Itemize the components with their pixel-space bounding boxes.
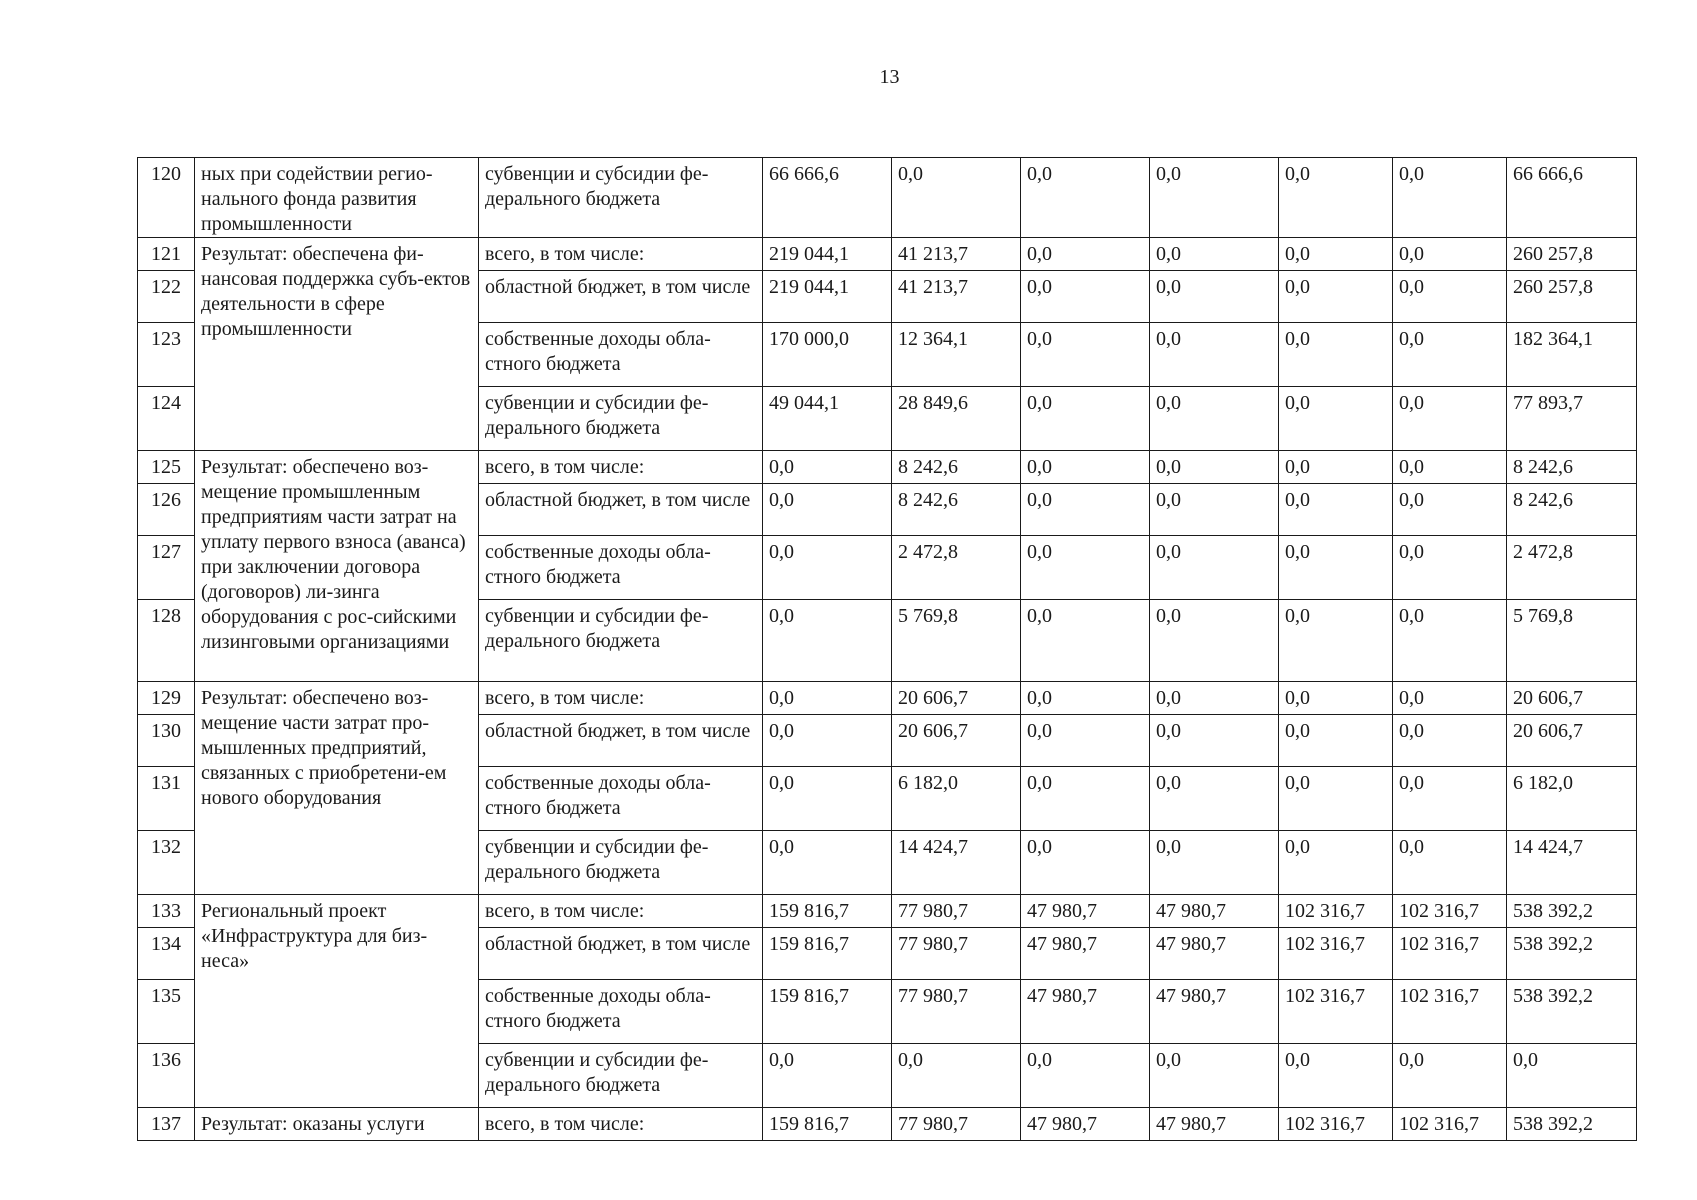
year-value: 0,0	[1393, 158, 1507, 238]
year-value: 77 980,7	[892, 895, 1021, 928]
table-body	[138, 158, 1637, 1141]
row-number: 123	[138, 323, 195, 387]
funding-source: всего, в том числе:	[479, 682, 763, 715]
total-value: 20 606,7	[1507, 715, 1637, 767]
year-value: 47 980,7	[1150, 895, 1279, 928]
funding-source: субвенции и субсидии фе-дерального бюджета	[479, 387, 763, 451]
year-value: 14 424,7	[892, 831, 1021, 895]
year-value: 0,0	[763, 484, 892, 536]
year-value: 159 816,7	[763, 1108, 892, 1141]
total-value: 77 893,7	[1507, 387, 1637, 451]
year-value: 0,0	[1393, 271, 1507, 323]
total-value: 8 242,6	[1507, 451, 1637, 484]
funding-source: всего, в том числе:	[479, 451, 763, 484]
year-value: 0,0	[1150, 600, 1279, 682]
year-value: 47 980,7	[1150, 980, 1279, 1044]
funding-source: собственные доходы обла-стного бюджета	[479, 767, 763, 831]
total-value: 20 606,7	[1507, 682, 1637, 715]
total-value: 182 364,1	[1507, 323, 1637, 387]
total-value: 538 392,2	[1507, 895, 1637, 928]
year-value: 8 242,6	[892, 451, 1021, 484]
year-value: 0,0	[1393, 484, 1507, 536]
funding-source: собственные доходы обла-стного бюджета	[479, 536, 763, 600]
row-number: 121	[138, 238, 195, 271]
year-value: 0,0	[1150, 682, 1279, 715]
year-value: 0,0	[1150, 238, 1279, 271]
total-value: 6 182,0	[1507, 767, 1637, 831]
table-row	[138, 158, 1637, 238]
year-value: 0,0	[763, 600, 892, 682]
result-description: Результат: оказаны услуги	[195, 1108, 479, 1141]
year-value: 0,0	[1150, 271, 1279, 323]
row-number: 128	[138, 600, 195, 682]
result-description: Результат: обеспечено воз-мещение промышленным предприятиям части затрат на уплату первого взноса (аванса) при заключении договора (договоров) ли-зинга оборудования с рос-сийскими лизинговыми организациями	[195, 451, 479, 682]
total-value: 14 424,7	[1507, 831, 1637, 895]
year-value: 0,0	[763, 767, 892, 831]
total-value: 66 666,6	[1507, 158, 1637, 238]
row-number: 131	[138, 767, 195, 831]
funding-source: всего, в том числе:	[479, 1108, 763, 1141]
year-value: 77 980,7	[892, 928, 1021, 980]
row-number: 136	[138, 1044, 195, 1108]
table-row	[138, 682, 1637, 715]
year-value: 219 044,1	[763, 271, 892, 323]
year-value: 28 849,6	[892, 387, 1021, 451]
total-value: 260 257,8	[1507, 271, 1637, 323]
year-value: 0,0	[1150, 451, 1279, 484]
row-number: 135	[138, 980, 195, 1044]
funding-source: субвенции и субсидии фе-дерального бюджета	[479, 600, 763, 682]
year-value: 49 044,1	[763, 387, 892, 451]
funding-source: всего, в том числе:	[479, 238, 763, 271]
year-value: 12 364,1	[892, 323, 1021, 387]
year-value: 0,0	[763, 536, 892, 600]
year-value: 0,0	[892, 158, 1021, 238]
row-number: 120	[138, 158, 195, 238]
funding-source: собственные доходы обла-стного бюджета	[479, 323, 763, 387]
year-value: 0,0	[1279, 484, 1393, 536]
year-value: 0,0	[1279, 831, 1393, 895]
year-value: 8 242,6	[892, 484, 1021, 536]
row-number: 125	[138, 451, 195, 484]
year-value: 159 816,7	[763, 980, 892, 1044]
row-number: 127	[138, 536, 195, 600]
year-value: 102 316,7	[1279, 895, 1393, 928]
year-value: 0,0	[1150, 767, 1279, 831]
year-value: 0,0	[1393, 831, 1507, 895]
year-value: 0,0	[1279, 536, 1393, 600]
funding-source: областной бюджет, в том числе	[479, 715, 763, 767]
row-number: 137	[138, 1108, 195, 1141]
row-number: 133	[138, 895, 195, 928]
year-value: 20 606,7	[892, 715, 1021, 767]
year-value: 0,0	[1150, 1044, 1279, 1108]
year-value: 77 980,7	[892, 1108, 1021, 1141]
page-number: 13	[879, 66, 900, 88]
year-value: 0,0	[1279, 715, 1393, 767]
year-value: 159 816,7	[763, 928, 892, 980]
year-value: 0,0	[1021, 831, 1150, 895]
total-value: 538 392,2	[1507, 980, 1637, 1044]
year-value: 77 980,7	[892, 980, 1021, 1044]
year-value: 47 980,7	[1021, 1108, 1150, 1141]
funding-source: субвенции и субсидии фе-дерального бюджета	[479, 831, 763, 895]
budget-table	[137, 157, 1637, 1141]
year-value: 0,0	[1150, 158, 1279, 238]
year-value: 0,0	[1021, 158, 1150, 238]
year-value: 0,0	[1279, 600, 1393, 682]
total-value: 538 392,2	[1507, 928, 1637, 980]
funding-source: субвенции и субсидии фе-дерального бюджета	[479, 1044, 763, 1108]
year-value: 0,0	[1150, 484, 1279, 536]
year-value: 0,0	[1279, 271, 1393, 323]
year-value: 0,0	[1393, 767, 1507, 831]
year-value: 0,0	[763, 831, 892, 895]
total-value: 0,0	[1507, 1044, 1637, 1108]
year-value: 102 316,7	[1279, 1108, 1393, 1141]
year-value: 0,0	[1150, 831, 1279, 895]
funding-source: областной бюджет, в том числе	[479, 271, 763, 323]
year-value: 0,0	[1021, 387, 1150, 451]
funding-source: областной бюджет, в том числе	[479, 928, 763, 980]
result-description: Региональный проект «Инфраструктура для биз-неса»	[195, 895, 479, 1108]
year-value: 0,0	[1279, 158, 1393, 238]
year-value: 0,0	[1279, 682, 1393, 715]
row-number: 130	[138, 715, 195, 767]
year-value: 0,0	[1021, 271, 1150, 323]
year-value: 0,0	[1021, 484, 1150, 536]
funding-source: областной бюджет, в том числе	[479, 484, 763, 536]
total-value: 8 242,6	[1507, 484, 1637, 536]
year-value: 47 980,7	[1021, 980, 1150, 1044]
total-value: 538 392,2	[1507, 1108, 1637, 1141]
year-value: 0,0	[1021, 323, 1150, 387]
table-row	[138, 895, 1637, 928]
year-value: 102 316,7	[1279, 928, 1393, 980]
year-value: 219 044,1	[763, 238, 892, 271]
year-value: 0,0	[1393, 451, 1507, 484]
year-value: 2 472,8	[892, 536, 1021, 600]
year-value: 0,0	[1393, 238, 1507, 271]
year-value: 0,0	[1393, 536, 1507, 600]
year-value: 0,0	[1393, 682, 1507, 715]
year-value: 0,0	[1279, 323, 1393, 387]
year-value: 0,0	[1021, 238, 1150, 271]
year-value: 0,0	[763, 451, 892, 484]
year-value: 102 316,7	[1393, 928, 1507, 980]
year-value: 0,0	[1021, 536, 1150, 600]
year-value: 102 316,7	[1279, 980, 1393, 1044]
year-value: 41 213,7	[892, 271, 1021, 323]
year-value: 0,0	[1021, 1044, 1150, 1108]
year-value: 0,0	[1150, 323, 1279, 387]
year-value: 0,0	[1021, 600, 1150, 682]
year-value: 47 980,7	[1021, 928, 1150, 980]
year-value: 0,0	[1279, 387, 1393, 451]
funding-source: субвенции и субсидии фе-дерального бюджета	[479, 158, 763, 238]
row-number: 129	[138, 682, 195, 715]
row-number: 124	[138, 387, 195, 451]
year-value: 20 606,7	[892, 682, 1021, 715]
year-value: 0,0	[1393, 600, 1507, 682]
year-value: 6 182,0	[892, 767, 1021, 831]
table-row	[138, 1108, 1637, 1141]
year-value: 47 980,7	[1150, 1108, 1279, 1141]
year-value: 0,0	[1021, 767, 1150, 831]
year-value: 170 000,0	[763, 323, 892, 387]
year-value: 0,0	[1393, 387, 1507, 451]
year-value: 0,0	[1021, 682, 1150, 715]
year-value: 102 316,7	[1393, 980, 1507, 1044]
year-value: 159 816,7	[763, 895, 892, 928]
result-description: Результат: обеспечена фи-нансовая поддержка субъ-ектов деятельности в сфере промышленности	[195, 238, 479, 451]
row-number: 126	[138, 484, 195, 536]
year-value: 47 980,7	[1150, 928, 1279, 980]
year-value: 0,0	[1279, 767, 1393, 831]
year-value: 0,0	[1279, 451, 1393, 484]
table-row	[138, 238, 1637, 271]
year-value: 0,0	[763, 1044, 892, 1108]
funding-source: собственные доходы обла-стного бюджета	[479, 980, 763, 1044]
year-value: 0,0	[1393, 715, 1507, 767]
year-value: 0,0	[1393, 1044, 1507, 1108]
year-value: 0,0	[763, 682, 892, 715]
year-value: 0,0	[1393, 323, 1507, 387]
year-value: 102 316,7	[1393, 895, 1507, 928]
year-value: 102 316,7	[1393, 1108, 1507, 1141]
year-value: 0,0	[892, 1044, 1021, 1108]
row-number: 134	[138, 928, 195, 980]
year-value: 0,0	[1021, 451, 1150, 484]
result-description: Результат: обеспечено воз-мещение части затрат про-мышленных предприятий, связанных с приобретени-ем нового оборудования	[195, 682, 479, 895]
total-value: 2 472,8	[1507, 536, 1637, 600]
year-value: 0,0	[1150, 715, 1279, 767]
year-value: 0,0	[1150, 536, 1279, 600]
year-value: 0,0	[763, 715, 892, 767]
year-value: 0,0	[1279, 238, 1393, 271]
result-description: ных при содействии регио-нального фонда развития промышленности	[195, 158, 479, 238]
year-value: 0,0	[1150, 387, 1279, 451]
year-value: 5 769,8	[892, 600, 1021, 682]
year-value: 47 980,7	[1021, 895, 1150, 928]
row-number: 132	[138, 831, 195, 895]
funding-source: всего, в том числе:	[479, 895, 763, 928]
total-value: 260 257,8	[1507, 238, 1637, 271]
total-value: 5 769,8	[1507, 600, 1637, 682]
year-value: 41 213,7	[892, 238, 1021, 271]
year-value: 0,0	[1021, 715, 1150, 767]
row-number: 122	[138, 271, 195, 323]
year-value: 0,0	[1279, 1044, 1393, 1108]
year-value: 66 666,6	[763, 158, 892, 238]
table-row	[138, 451, 1637, 484]
